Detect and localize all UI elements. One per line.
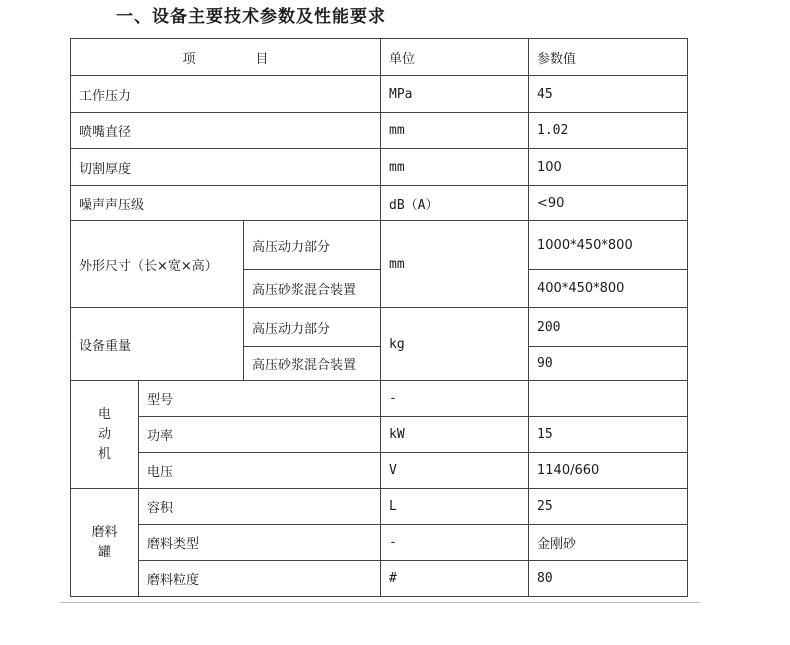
header-value: 参数值	[529, 39, 688, 76]
weight-value: 200	[529, 308, 688, 347]
working-pressure-label: 工作压力	[71, 76, 381, 113]
table-row	[71, 113, 688, 149]
page-baseline-divider	[60, 602, 700, 603]
abrasive-tank-value: 80	[529, 561, 688, 597]
table-row	[71, 308, 688, 347]
abrasive-tank-sub-label: 磨料粒度	[139, 561, 381, 597]
noise-level-unit: dB（A）	[381, 186, 529, 221]
weight-sub-label: 高压动力部分	[244, 308, 381, 347]
abrasive-tank-sub-label: 磨料类型	[139, 525, 381, 561]
weight-label: 设备重量	[71, 308, 244, 381]
motor-label-char: 电	[97, 406, 111, 422]
working-pressure-unit: MPa	[381, 76, 529, 113]
abrasive-tank-label-line: 磨料	[91, 524, 118, 540]
motor-sub-label: 电压	[139, 453, 381, 489]
weight-sub-label: 高压砂浆混合装置	[244, 347, 381, 381]
table-row	[71, 381, 688, 417]
motor-unit: kW	[381, 417, 529, 453]
motor-unit: -	[381, 381, 529, 417]
noise-level-label: 噪声声压级	[71, 186, 381, 221]
table-row	[71, 76, 688, 113]
table-row	[71, 186, 688, 221]
motor-group-label	[71, 381, 139, 489]
dimensions-value: 1000*450*800	[529, 221, 688, 270]
cutting-thickness-unit: mm	[381, 149, 529, 186]
cutting-thickness-label: 切割厚度	[71, 149, 381, 186]
table-row	[71, 489, 688, 525]
table-header-row	[71, 39, 688, 76]
abrasive-tank-value: 25	[529, 489, 688, 525]
motor-value: 15	[529, 417, 688, 453]
section-heading: 一、设备主要技术参数及性能要求	[116, 7, 386, 27]
motor-sub-label: 型号	[139, 381, 381, 417]
motor-sub-label: 功率	[139, 417, 381, 453]
noise-level-value: <90	[529, 186, 688, 221]
table-row	[71, 149, 688, 186]
header-unit: 单位	[381, 39, 529, 76]
table-row	[71, 453, 688, 489]
table-row	[71, 221, 688, 270]
weight-value: 90	[529, 347, 688, 381]
abrasive-tank-unit: L	[381, 489, 529, 525]
nozzle-diameter-label: 喷嘴直径	[71, 113, 381, 149]
cutting-thickness-value: 100	[529, 149, 688, 186]
nozzle-diameter-unit: mm	[381, 113, 529, 149]
abrasive-tank-sub-label: 容积	[139, 489, 381, 525]
dimensions-sub-label: 高压砂浆混合装置	[244, 270, 381, 308]
motor-value: 1140/660	[529, 453, 688, 489]
table-row	[71, 417, 688, 453]
table-row	[71, 561, 688, 597]
motor-value	[529, 381, 688, 417]
header-item-cell	[71, 39, 381, 76]
dimensions-label: 外形尺寸（长×宽×高）	[71, 221, 244, 308]
motor-unit: V	[381, 453, 529, 489]
dimensions-sub-label: 高压动力部分	[244, 221, 381, 270]
abrasive-tank-label-line: 罐	[97, 544, 111, 560]
table-row	[71, 525, 688, 561]
spec-table	[70, 38, 688, 597]
motor-label-char: 机	[97, 446, 111, 462]
dimensions-unit: mm	[381, 221, 529, 308]
motor-label-char: 动	[97, 426, 111, 442]
abrasive-tank-value: 金刚砂	[529, 525, 688, 561]
header-item-char-a: 项	[182, 51, 196, 67]
header-item-char-b: 目	[255, 51, 269, 67]
abrasive-tank-unit: #	[381, 561, 529, 597]
abrasive-tank-unit: -	[381, 525, 529, 561]
working-pressure-value: 45	[529, 76, 688, 113]
abrasive-tank-group-label	[71, 489, 139, 597]
nozzle-diameter-value: 1.02	[529, 113, 688, 149]
dimensions-value: 400*450*800	[529, 270, 688, 308]
weight-unit: kg	[381, 308, 529, 381]
